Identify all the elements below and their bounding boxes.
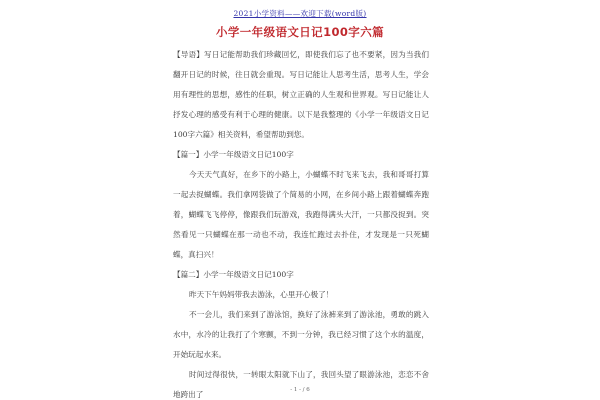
document-content	[173, 45, 429, 400]
section-1-body: 今天天气真好，在乡下的小路上，小蝴蝶不时飞来飞去，我和哥哥打算一起去捉蝴蝶。我们拿网袋做了个简易的小网，在乡间小路上跟着蝴蝶奔跑着，蝴蝶飞飞停停，像跟我们玩游戏，我跑得满头大汗，一只都没捉到。突然看见一只蝴蝶在那一动也不动，我连忙跑过去扑住，才发现是一只死蝴蝶，真扫兴！	[173, 170, 429, 259]
section-2-heading: 【篇二】小学一年级语文日记100字	[173, 270, 294, 279]
header-download-link[interactable]: 2021小学资料——欢迎下载(word版)	[233, 9, 367, 18]
section-2-paragraph-3: 时间过得很快，一转眼太阳就下山了，我回头望了眼游泳池，恋恋不舍地跨出了	[173, 370, 429, 399]
section-2-paragraph-2: 不一会儿，我们来到了游泳馆，换好了泳裤来到了游泳池，勇敢的跳入水中，水冷的让我打了个寒颤，不到一分钟，我已经习惯了这个水的温度，开始玩起水来。	[173, 310, 429, 359]
page-number: - 1 - / 6	[290, 387, 310, 393]
section-2-paragraph-1: 昨天下午妈妈带我去游泳，心里开心极了！	[189, 290, 334, 299]
section-1-heading: 【篇一】小学一年级语文日记100字	[173, 150, 294, 159]
intro-paragraph: 【导语】写日记能帮助我们珍藏回忆，即使我们忘了也不要紧，因为当我们翻开日记的时候，往日就会重现。写日记能让人思考生活，思考人生，学会用有理性的思想，感性的任职，树立正确的人生观和世界观。写日记能让人抒发心理的感受有利于心理的健康。以下是我整理的《小学一年级语文日记100字六篇》相关资料，希望帮助到您。	[173, 50, 429, 139]
document-title: 小学一年级语文日记100字六篇	[215, 25, 384, 39]
